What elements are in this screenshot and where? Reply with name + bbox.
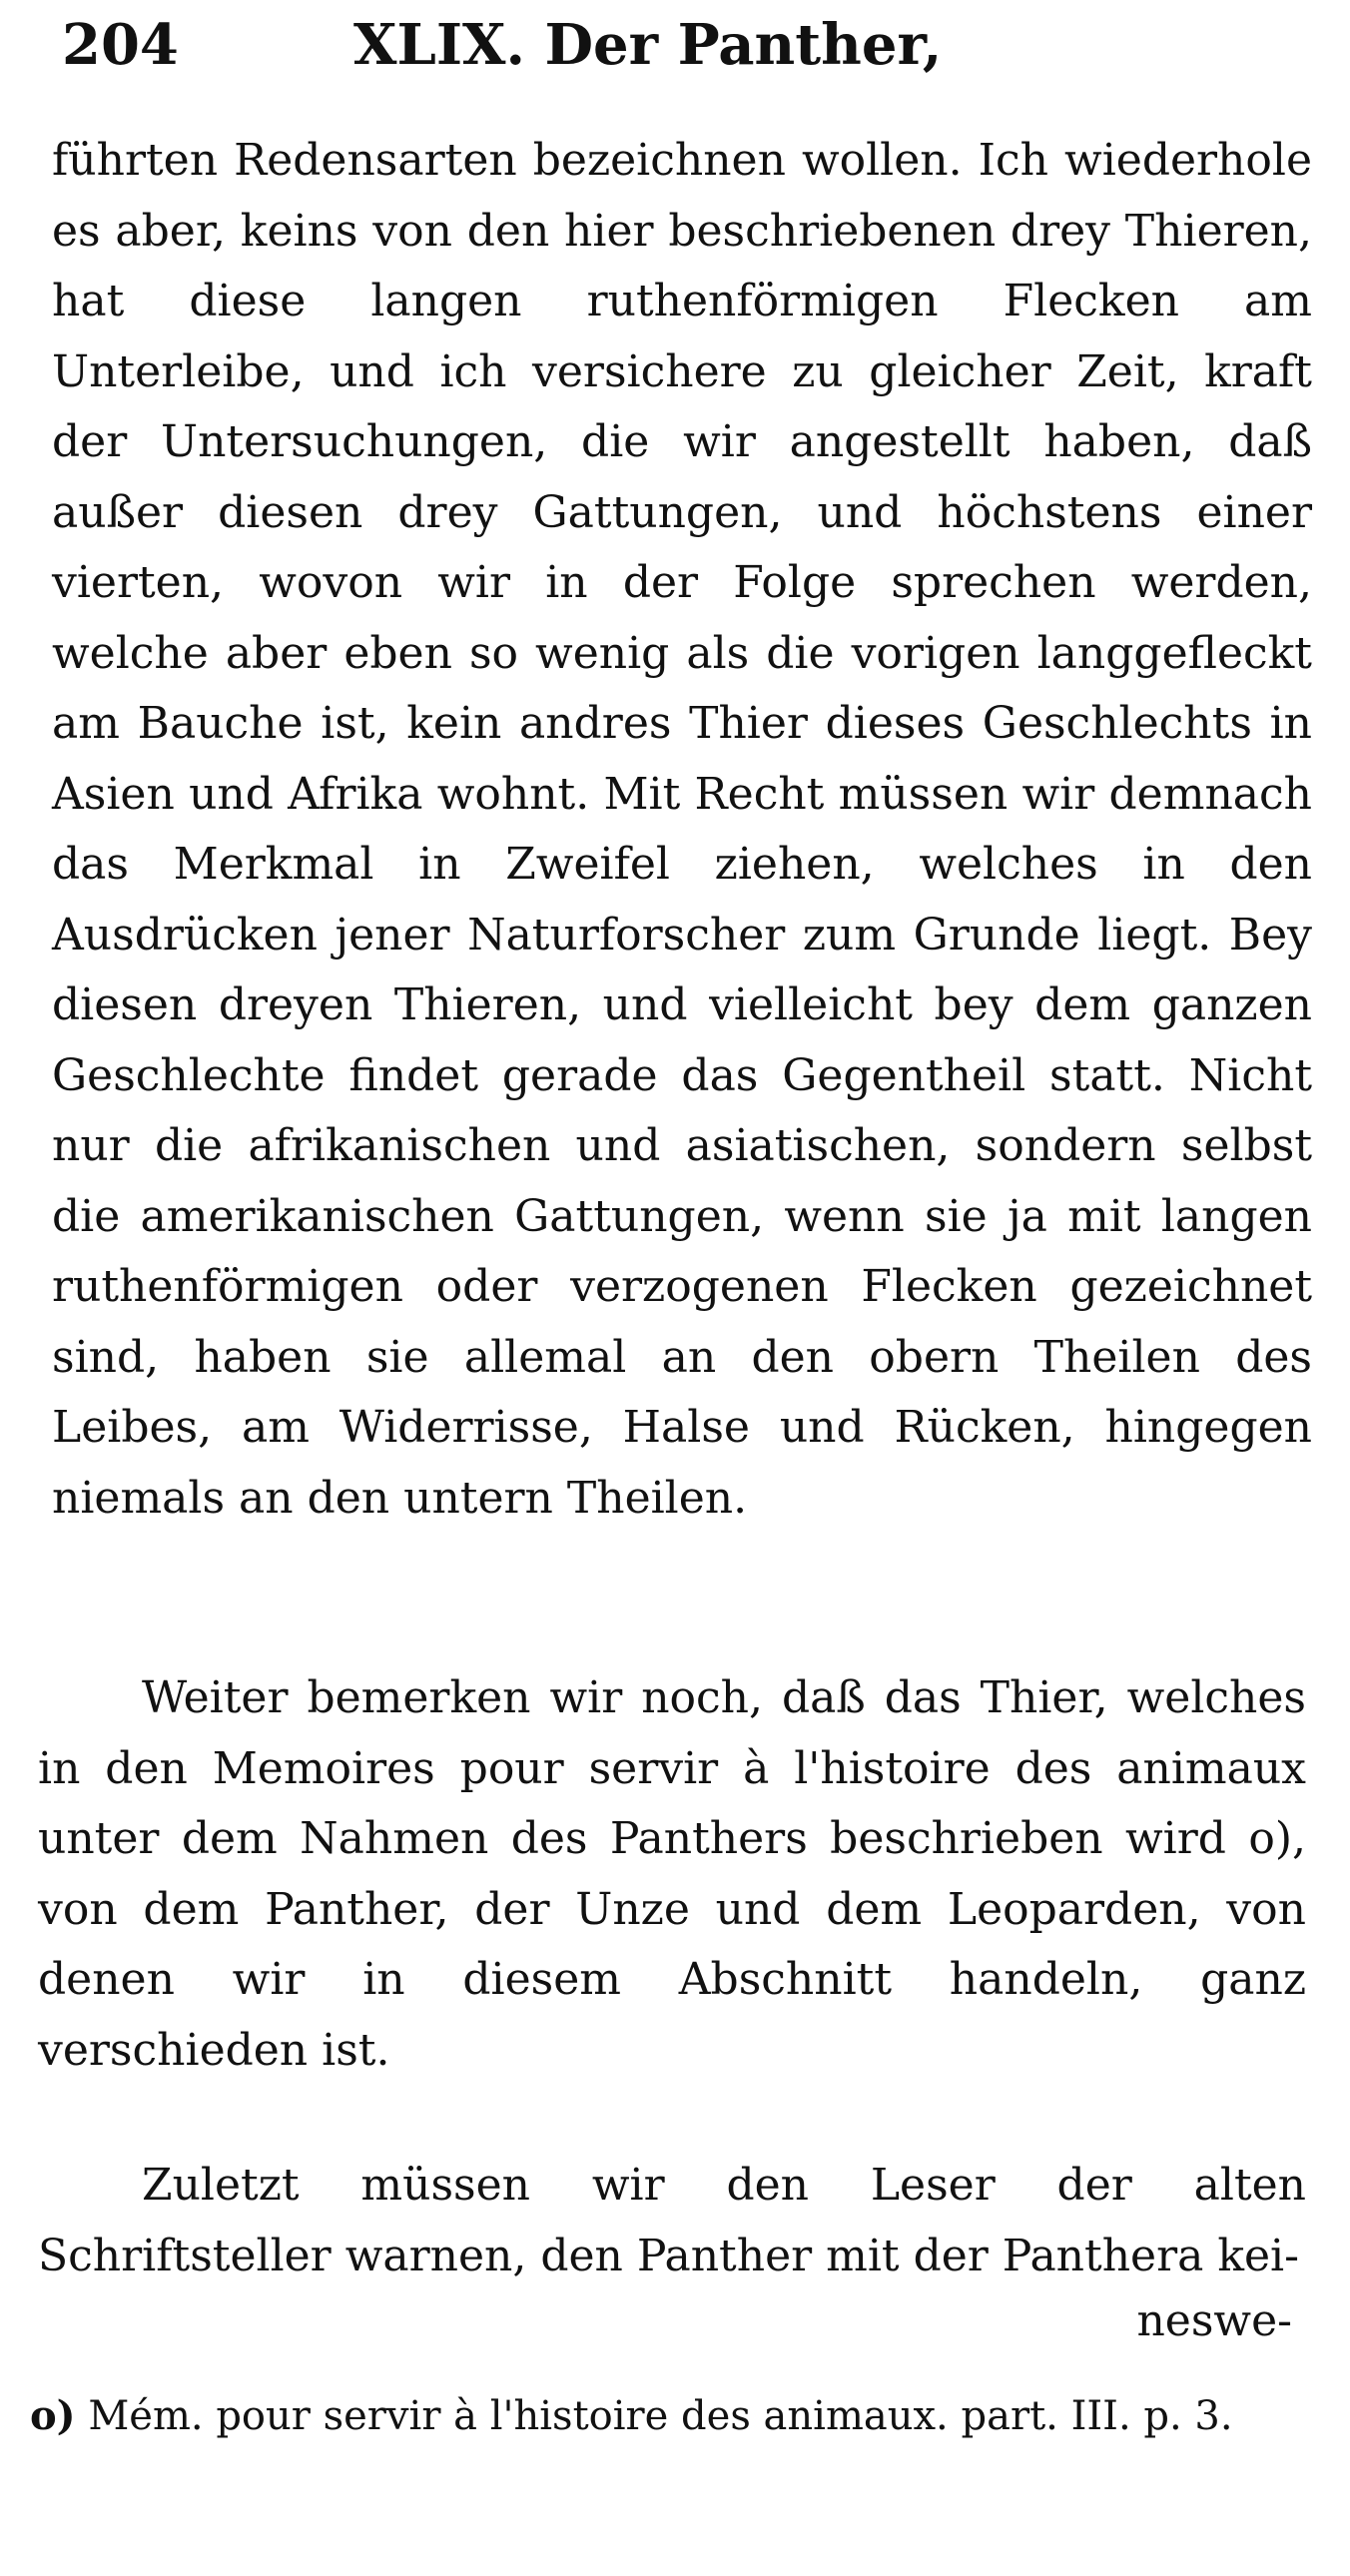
running-title: XLIX. Der Panther, <box>353 12 943 78</box>
page-number: 204 <box>62 12 179 78</box>
footnote-text: Mém. pour servir à l'histoire des animaux. part. III. p. 3. <box>88 2393 1233 2439</box>
paragraph-1: führten Redensarten bezeichnen wollen. Ich wiederhole es aber, keins von den hier beschriebenen drey Thieren, hat diese langen ruthenförmigen Flecken am Unterleibe, und ich versichere zu gleicher Zeit, kraft der Untersuchungen, die wir angestellt haben, daß außer diesen drey Gattungen, und höchstens einer vierten, wovon wir in der Folge sprechen werden, welche aber eben so wenig als die vorigen langgefleckt am Bauche ist, kein andres Thier dieses Geschlechts in Asien und Afrika wohnt. Mit Recht müssen wir demnach das Merkmal in Zweifel ziehen, welches in den Ausdrücken jener Naturforscher zum Grunde liegt. Bey diesen dreyen Thieren, und vielleicht bey dem ganzen Geschlechte findet gerade das Gegentheil statt. Nicht nur die afrikanischen und asiatischen, sondern selbst die amerikanischen Gattungen, wenn sie ja mit langen ruthenförmigen oder verzogenen Flecken gezeichnet sind, haben sie allemal an den obern Theilen des Leibes, am Widerrisse, Halse und Rücken, hingegen niemals an den untern Theilen. <box>52 135 1312 1524</box>
paragraph-3: Zuletzt müssen wir den Leser der alten Schriftsteller warnen, den Panther mit der Panthera kei- <box>38 2160 1306 2281</box>
running-header <box>62 6 1300 84</box>
catchword: neswe- <box>1136 2295 1292 2346</box>
footnote-marker: o) <box>30 2392 76 2439</box>
paragraph-2: Weiter bemerken wir noch, daß das Thier, welches in den Memoires pour servir à l'histoire des animaux unter dem Nahmen des Panthers beschrieben wird o), von dem Panther, der Unze und dem Leoparden, von denen wir in diesem Abschnitt handeln, ganz verschieden ist. <box>38 1672 1306 2076</box>
footnote <box>30 2386 1288 2446</box>
